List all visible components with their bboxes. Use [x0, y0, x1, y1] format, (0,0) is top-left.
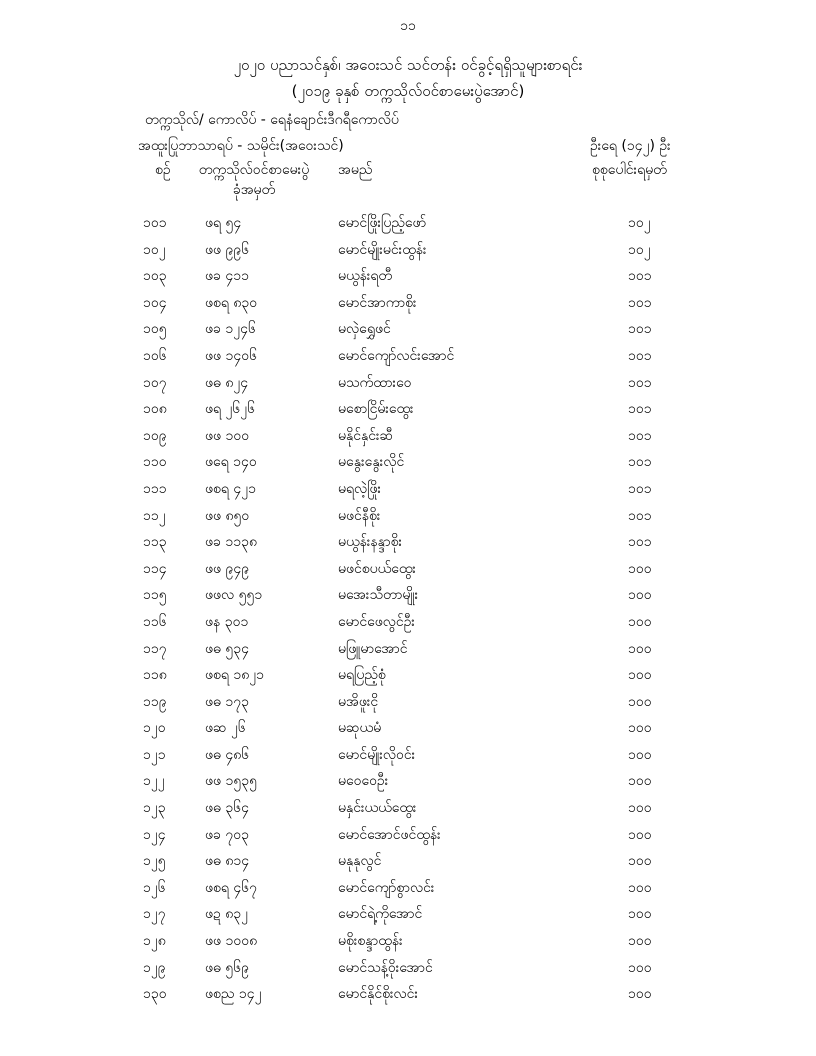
table-row [0, 901, 816, 928]
major-line: အထူးပြုဘာသာရပ် - သမိုင်း(အဝေးသင်) [138, 138, 344, 154]
student-name: မအိဖူးငို [338, 693, 379, 710]
table-row [0, 928, 816, 955]
table-row [0, 582, 816, 609]
row-number: ၁၂၇ [143, 906, 166, 923]
total-marks: ၁၀၀ [628, 959, 652, 976]
row-number: ၁၂၀ [143, 720, 166, 737]
table-row [0, 768, 816, 795]
roll-number: ဖခ ၁၁၃၈ [205, 534, 257, 551]
row-number: ၁၀၇ [143, 374, 167, 391]
table-row [0, 662, 816, 689]
total-marks: ၁၀၀ [628, 773, 652, 790]
row-number: ၁၂၈ [143, 933, 166, 950]
student-name: မဖင်စပယ်ထွေး [338, 560, 416, 577]
student-name: မယွန်းနန္ဒာစိုး [338, 534, 403, 551]
total-marks: ၁၀၁ [628, 480, 652, 497]
student-name: မောင်မျိုးမင်းထွန်း [338, 241, 427, 258]
table-row [0, 210, 816, 237]
total-marks: ၁၀၁ [628, 321, 652, 338]
total-marks: ၁၀၁ [628, 401, 652, 418]
total-marks: ၁၀၀ [628, 986, 652, 1003]
student-name: မလှဲရွှေဖင် [338, 321, 391, 338]
student-name: မောင်နိုင်စိုးလင်း [338, 986, 418, 1003]
roll-number: ဖဍ ၈၃၂ [205, 906, 248, 923]
student-name: မောင်ဖေလွင်ဦး [338, 613, 415, 630]
roll-number: ဖဓ ၅၃၄ [205, 640, 249, 657]
roll-number: ဖစရ ၄၆၇ [205, 879, 257, 896]
university-line: တက္ကသိုလ်/ ကောလိပ် - ရေနံချောင်းဒီဂရီကောလိပ် [145, 112, 399, 128]
table-row [0, 875, 816, 902]
total-marks: ၁၀၀ [628, 906, 652, 923]
roll-number: ဖခ ၁၂၄၆ [205, 321, 256, 338]
total-marks: ၁၀၀ [628, 853, 652, 870]
student-name: မနိုင်နှင်းဆီ [338, 427, 394, 444]
student-name: မစိုးစန္ဒာထွန်း [338, 933, 403, 950]
roll-number: ဖစည ၁၄၂ [205, 986, 262, 1003]
total-marks: ၁၀၁ [628, 347, 652, 364]
total-marks: ၁၀၀ [628, 667, 652, 684]
roll-number: ဖဓ ၄၈၆ [205, 746, 250, 763]
student-name: မဆုယမံ [338, 720, 382, 737]
student-name: မဖင်နီစိုး [338, 507, 381, 524]
row-number: ၁၂၅ [143, 853, 166, 870]
roll-number: ဖဖ ၉၄၉ [205, 560, 250, 577]
total-marks: ၁၀၁ [628, 268, 652, 285]
roll-number: ဖစရ ၄၂၁ [205, 480, 256, 497]
table-row [0, 449, 816, 476]
student-name: မယွန်းရတီ [338, 268, 393, 285]
row-number: ၁၂၄ [143, 826, 166, 843]
roll-number: ဖဓ ၁၇၃ [205, 693, 249, 710]
table-row [0, 503, 816, 530]
total-marks: ၁၀၀ [628, 613, 652, 630]
table-row [0, 795, 816, 822]
roll-number: ဖဖလ ၅၅၁ [205, 587, 263, 604]
roll-number: ဖဆ ၂၆ [205, 720, 246, 737]
roll-number: ဖဖ ၁၀၀၈ [205, 933, 258, 950]
student-name: မောင်အောင်ဖင်ထွန်း [338, 826, 441, 843]
row-number: ၁၂၃ [143, 800, 166, 817]
table-row [0, 848, 816, 875]
student-name: မောင်မျိုးလိုဝင်း [338, 746, 416, 763]
roll-number: ဖဓ ၈၂၄ [205, 374, 249, 391]
table-row [0, 742, 816, 769]
roll-number: ဖရ ၂၆၂၆ [205, 401, 255, 418]
page-number: ၁၁ [400, 18, 416, 34]
document-title: ၂၀၂၀ ပညာသင်နှစ်၊ အဝေးသင် သင်တန်း ဝင်ခွင့်ရရှိသူများစာရင်း [233, 56, 583, 74]
table-row [0, 822, 816, 849]
roll-number: ဖဓ ၃၆၄ [205, 800, 249, 817]
roll-number: ဖဖ ၁၀၀ [205, 427, 250, 444]
row-number: ၁၁၈ [143, 667, 167, 684]
row-number: ၁၁၃ [143, 534, 167, 551]
table-row [0, 529, 816, 556]
student-name: မနှင်းယယ်ထွေး [338, 800, 417, 817]
student-name: မောင်ကျော်စွာလင်း [338, 879, 435, 896]
roll-number: ဖန ၃၀၁ [205, 613, 249, 630]
roll-number: ဖရေ ၁၄၀ [205, 454, 257, 471]
student-name: မရလဲ့ဖြိုး [338, 480, 382, 497]
row-number: ၁၂၆ [143, 879, 166, 896]
column-header-no: စဉ် [155, 162, 171, 178]
row-number: ၁၁၅ [143, 587, 167, 604]
student-name: မဖြူမာအောင် [338, 640, 408, 657]
table-row [0, 263, 816, 290]
row-number: ၁၂၁ [143, 746, 166, 763]
row-number: ၁၁၀ [143, 454, 167, 471]
total-marks: ၁၀၀ [628, 693, 652, 710]
table-row [0, 316, 816, 343]
row-number: ၁၀၃ [143, 268, 167, 285]
table-row [0, 981, 816, 1008]
roll-number: ဖစရ ၈၃၀ [205, 294, 258, 311]
student-name: မအေးသီတာမျိုး [338, 587, 419, 604]
row-number: ၁၂၉ [143, 959, 166, 976]
row-number: ၁၁၄ [143, 560, 167, 577]
table-row [0, 370, 816, 397]
row-number: ၁၀၆ [143, 347, 167, 364]
row-number: ၁၀၈ [143, 401, 167, 418]
student-name: မနုနုလွင် [338, 853, 382, 870]
total-marks: ၁၀၁ [628, 534, 652, 551]
student-name: မရပြည့်စုံ [338, 667, 386, 684]
table-row [0, 955, 816, 982]
row-number: ၁၀၅ [143, 321, 167, 338]
total-marks: ၁၀၂ [628, 241, 651, 258]
row-number: ၁၀၁ [143, 215, 167, 231]
student-name: မဝေဝေဦး [338, 773, 389, 790]
total-marks: ၁၀၀ [628, 560, 652, 577]
student-name: မသက်ထားဝေ [338, 374, 412, 391]
row-number: ၁၁၉ [143, 693, 167, 710]
row-number: ၁၂၂ [143, 773, 165, 790]
total-marks: ၁၀၀ [628, 746, 652, 763]
total-marks: ၁၀၂ [628, 215, 651, 231]
roll-number: ဖခ ၇၀၃ [205, 826, 249, 843]
column-header-roll [188, 160, 320, 200]
column-header-roll-line1: တက္ကသိုလ်ဝင်စာမေးပွဲ [198, 162, 310, 178]
student-name: မောင်ဖြိုးပြည့်ဖော် [338, 215, 427, 231]
student-name: မောင်သန့်ဝိုးအောင် [338, 959, 433, 976]
total-marks: ၁၀၁ [628, 507, 652, 524]
student-name: မောင်အာကာစိုး [338, 294, 417, 311]
row-number: ၁၁၁ [143, 480, 167, 497]
row-number: ၁၀၄ [143, 294, 167, 311]
total-marks: ၁၀၀ [628, 826, 652, 843]
total-marks: ၁၀၀ [628, 587, 652, 604]
total-marks: ၁၀၁ [628, 427, 652, 444]
total-marks: ၁၀၁ [628, 374, 652, 391]
roll-number: ဖဖ ၁၅၃၅ [205, 773, 257, 790]
table-row [0, 476, 816, 503]
roll-number: ဖဖ ၁၄၀၆ [205, 347, 257, 364]
roll-number: ဖဖ ၉၉၆ [205, 241, 250, 258]
row-number: ၁၁၇ [143, 640, 167, 657]
table-row [0, 237, 816, 264]
column-header-roll-line2: ခုံအမှတ် [232, 182, 276, 198]
student-name: မစောငြိမ်းထွေး [338, 401, 414, 418]
total-marks: ၁၀၁ [628, 454, 652, 471]
row-number: ၁၃၀ [143, 986, 167, 1003]
roll-number: ဖဖ ၈၅၀ [205, 507, 250, 524]
total-marks: ၁၀၀ [628, 800, 652, 817]
total-marks: ၁၀၀ [628, 933, 652, 950]
row-number: ၁၁၂ [143, 507, 166, 524]
total-marks: ၁၀၀ [628, 640, 652, 657]
student-list [0, 210, 816, 1008]
row-number: ၁၁၆ [143, 613, 167, 630]
roll-number: ဖဓ ၅၆၉ [205, 959, 249, 976]
document-subtitle: (၂၀၁၉ ခုနှစ် တက္ကသိုလ်ဝင်စာမေးပွဲအောင်) [291, 82, 525, 100]
student-name: မနွေးနွေးလိုင် [338, 454, 405, 471]
table-row [0, 689, 816, 716]
table-row [0, 396, 816, 423]
roll-number: ဖခ ၄၁၁ [205, 268, 249, 285]
table-row [0, 423, 816, 450]
roll-number: ဖရ ၅၄ [205, 215, 242, 231]
row-number: ၁၀၉ [143, 427, 167, 444]
table-row [0, 556, 816, 583]
row-number: ၁၀၂ [143, 241, 166, 258]
column-header-marks: စုစုပေါင်းရမှတ် [592, 162, 667, 178]
total-marks: ၁၀၀ [628, 879, 652, 896]
table-row [0, 715, 816, 742]
table-row [0, 609, 816, 636]
table-row [0, 636, 816, 663]
student-name: မောင်ရဲ့ကိုအောင် [338, 906, 423, 923]
total-marks: ၁၀၁ [628, 294, 652, 311]
student-name: မောင်ကျော်လင်းအောင် [338, 347, 455, 364]
total-marks: ၁၀၀ [628, 720, 652, 737]
roll-number: ဖစရ ၁၈၂၁ [205, 667, 264, 684]
roll-number: ဖဓ ၈၁၄ [205, 853, 250, 870]
table-row [0, 343, 816, 370]
column-header-name: အမည် [338, 162, 373, 178]
table-row [0, 290, 816, 317]
total-count: ဦးရေ (၁၄၂) ဦး [590, 138, 671, 154]
